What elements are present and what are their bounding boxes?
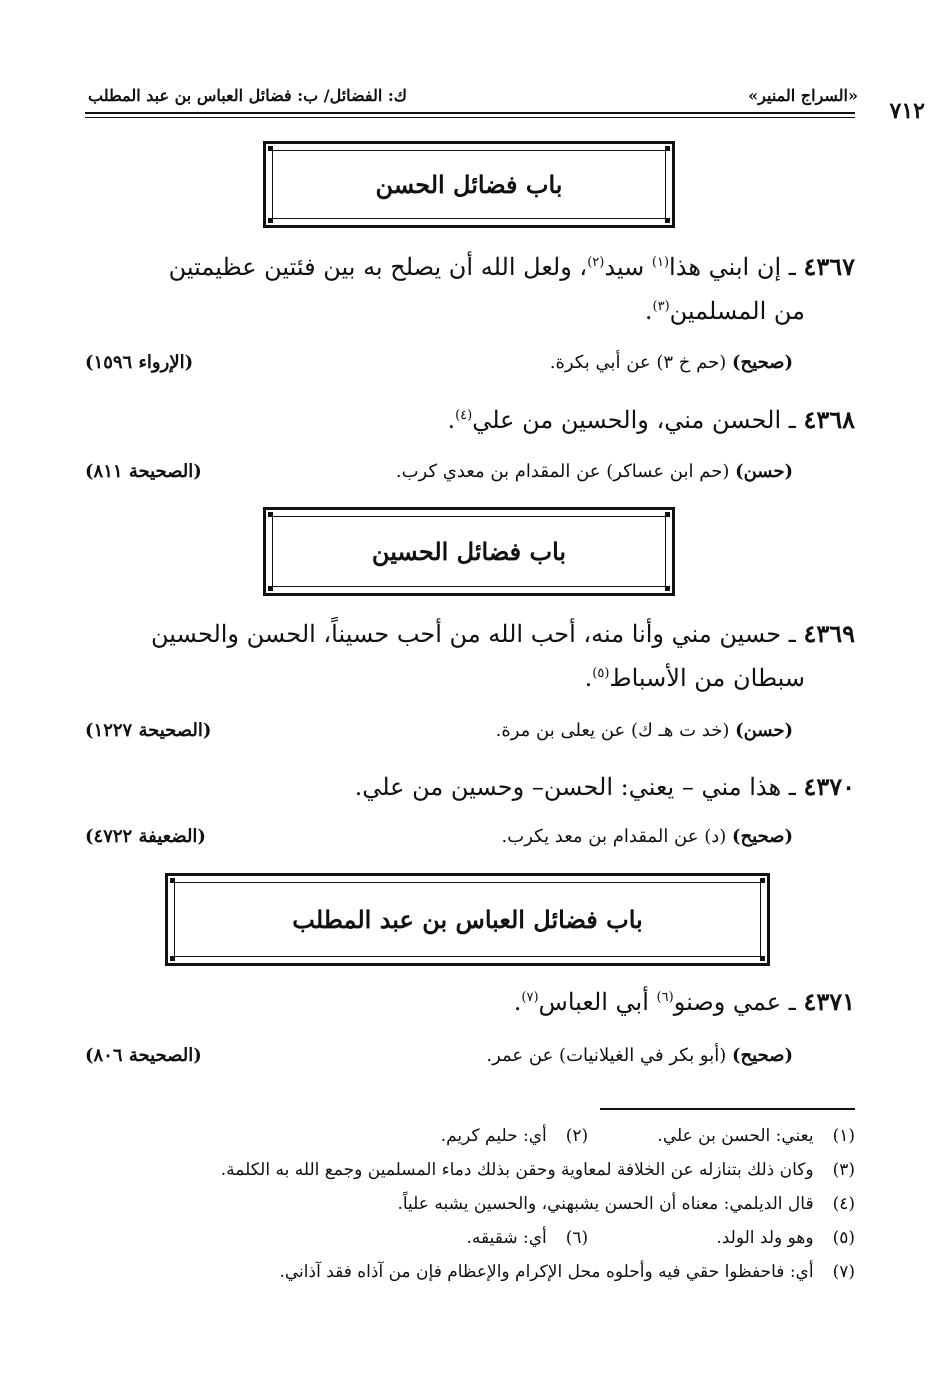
hadith-dash: ـ (788, 620, 796, 648)
footnote-text: يعني: الحسن بن علي. (657, 1126, 814, 1146)
footnote-text: وكان ذلك بتنازله عن الخلافة لمعاوية وحقن بذلك دماء المسلمين وجمع الله به الكلمة. (220, 1160, 814, 1180)
hadith-reference: (الصحيحة ٨١١) (85, 461, 202, 482)
footnote-number: (١) (832, 1126, 855, 1146)
hadith-reference: (الصحيحة ١٢٢٧) (85, 720, 212, 741)
chapter-title: باب فضائل العباس بن عبد المطلب (292, 905, 643, 934)
hadith-number: ٤٣٦٧ (803, 252, 855, 281)
header-book-title: «السراج المنير» (748, 86, 858, 105)
hadith-grade-source (496, 720, 793, 741)
footnote-ref: (٢) (587, 255, 605, 270)
footnote-text: قال الديلمي: معناه أن الحسن يشبهني، والحسين يشبه علياً. (397, 1194, 814, 1214)
footnote-ref: (٥) (592, 666, 610, 681)
hadith-line: . (513, 988, 522, 1016)
hadith-grade-source (502, 826, 793, 847)
hadith-grade: (حسن) (735, 461, 793, 482)
hadith-reference: (الضعيفة ٤٧٢٢) (85, 826, 206, 847)
hadith-line: سبطان من الأسباط (609, 664, 805, 692)
footnote-number: (٣) (832, 1160, 855, 1180)
hadith-line: . (447, 406, 456, 434)
header-rule-thick (85, 112, 855, 114)
footnote-ref: (٧) (521, 990, 539, 1005)
footnote-text: أي: فاحفظوا حقي فيه وأحلوه محل الإكرام والإعظام فإن من آذاه فقد آذاني. (279, 1262, 814, 1282)
hadith-source: (حم خ ٣) عن أبي بكرة. (549, 352, 732, 373)
chapter-title-inner (272, 150, 666, 219)
hadith-text-cont (585, 656, 805, 700)
hadith-line: الحسن مني، والحسين من علي (472, 406, 782, 434)
footnote (467, 1228, 855, 1248)
page-number: ٧١٢ (889, 98, 925, 124)
footnote-text: وهو ولد الولد. (716, 1228, 814, 1248)
footnote-number: (٧) (832, 1262, 855, 1282)
footnote-text: أي: حليم كريم. (440, 1126, 547, 1146)
hadith-dash: ـ (788, 773, 796, 801)
footnote-number: (٢) (565, 1126, 589, 1146)
footnote-ref: (٤) (455, 408, 473, 423)
hadith-grade: (صحيح) (732, 352, 793, 373)
footnote (279, 1262, 855, 1282)
footnote-number: (٥) (832, 1228, 855, 1248)
hadith-grade-source (550, 352, 793, 373)
hadith-dash: ـ (788, 988, 796, 1016)
footnote (441, 1126, 855, 1146)
hadith-source: (أبو بكر في الغيلانيات) عن عمر. (486, 1045, 732, 1066)
hadith-number: ٤٣٦٩ (803, 619, 855, 648)
hadith-line: إن ابني هذا (669, 253, 782, 281)
footnote (221, 1160, 855, 1180)
hadith-grade: (حسن) (735, 720, 793, 741)
hadith-source: (د) عن المقدام بن معد يكرب. (501, 826, 732, 847)
hadith-line: . (584, 664, 593, 692)
hadith-grade-source (486, 1045, 793, 1066)
hadith-line: هذا مني – يعني: الحسن– وحسين من علي. (354, 773, 782, 801)
footnote (397, 1194, 855, 1214)
hadith-line: حسين مني وأنا منه، أحب الله من أحب حسيناً، الحسن والحسين (151, 620, 782, 648)
hadith-grade: (صحيح) (732, 826, 793, 847)
hadith-number: ٤٣٦٨ (803, 405, 855, 434)
chapter-title-box (263, 141, 675, 228)
hadith-line: سيد (604, 253, 652, 281)
hadith-number: ٤٣٧٠ (803, 772, 855, 801)
hadith-reference: (الصحيحة ٨٠٦) (85, 1045, 202, 1066)
header-rule-thin (85, 117, 855, 118)
footnote-separator (600, 1108, 855, 1110)
hadith-line: عمي وصنو (673, 988, 782, 1016)
hadith-text-cont (645, 289, 805, 333)
hadith-text (447, 398, 855, 442)
hadith-text (151, 612, 855, 656)
hadith-line: . (644, 297, 653, 325)
chapter-title: باب فضائل الحسين (371, 537, 567, 566)
footnote-ref: (٣) (652, 299, 670, 314)
chapter-title: باب فضائل الحسن (375, 170, 563, 199)
chapter-title-box (165, 873, 770, 966)
hadith-source: (خد ت هـ ك) عن يعلى بن مرة. (495, 720, 736, 741)
hadith-text (355, 765, 855, 809)
hadith-dash: ـ (788, 253, 796, 281)
hadith-number: ٤٣٧١ (803, 987, 855, 1016)
chapter-title-box (263, 507, 675, 596)
hadith-line: ، ولعل الله أن يصلح به بين فئتين عظيمتين (168, 253, 588, 281)
footnote-number: (٤) (832, 1194, 855, 1214)
footnote-number: (٦) (565, 1228, 589, 1248)
hadith-line: أبي العباس (538, 988, 657, 1016)
chapter-title-inner (174, 882, 761, 957)
chapter-title-inner (272, 516, 666, 587)
hadith-text (169, 245, 855, 289)
hadith-line: من المسلمين (669, 297, 805, 325)
footnote-ref: (٦) (656, 990, 674, 1005)
hadith-reference: (الإرواء ١٥٩٦) (85, 352, 194, 373)
hadith-source: (حم ابن عساكر) عن المقدام بن معدي كرب. (395, 461, 736, 482)
header-section-title: ك: الفضائل/ ب: فضائل العباس بن عبد المطلب (88, 86, 407, 105)
hadith-grade: (صحيح) (732, 1045, 793, 1066)
footnote-text: أي: شقيقه. (466, 1228, 547, 1248)
hadith-text (514, 980, 855, 1024)
hadith-dash: ـ (788, 406, 796, 434)
footnote-ref: (١) (651, 255, 670, 270)
hadith-grade-source (396, 461, 793, 482)
